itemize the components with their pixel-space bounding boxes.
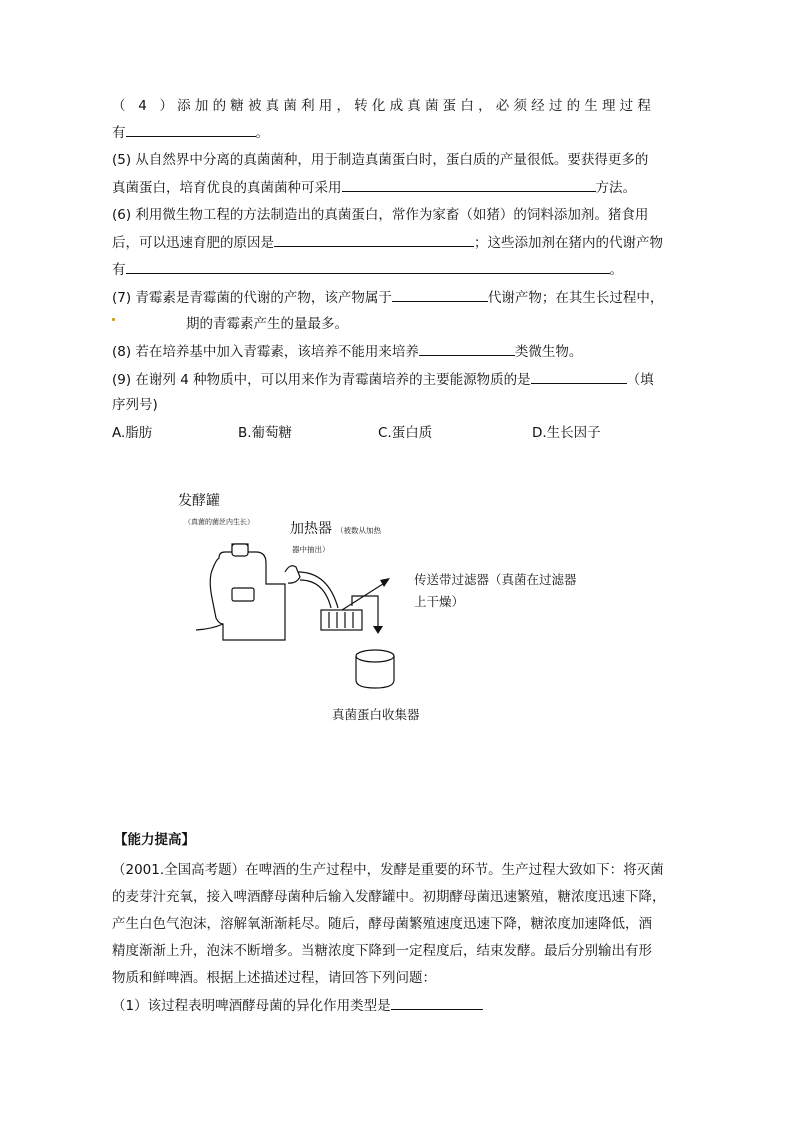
- ability-para-line-3: 产生白色气泡沫，溶解氧渐渐耗尽。随后，酵母菌繁殖速度迅速下降，糖浓度加速降低，酒: [112, 916, 652, 932]
- heater-label: 加热器: [290, 521, 332, 537]
- ability-q1-answer-blank[interactable]: [391, 995, 483, 1010]
- ability-para-line-5: 物质和鲜啤酒。根据上述描述过程，请回答下列问题：: [112, 970, 436, 986]
- ability-q1: [112, 995, 483, 1016]
- q9-line2: 序列号): [112, 397, 158, 413]
- q7-line1-suffix: 代谢产物；在其生长过程中，: [487, 290, 664, 306]
- q6-line3-prefix: 有: [112, 262, 126, 278]
- heater-note-2: 器中抽出）: [292, 545, 330, 554]
- q5-line2-suffix: 方法。: [595, 180, 636, 196]
- ability-para-line-4: 精度渐渐上升，泡沫不断增多。当糖浓度下降到一定程度后，结束发酵。最后分别输出有形: [112, 943, 652, 959]
- q7-line1-prefix: (7) 青霉素是青霉菌的代谢的产物，该产物属于: [112, 290, 392, 306]
- inlet-pipe: [196, 624, 223, 630]
- q9-line1-prefix: (9) 在谢列 4 种物质中，可以用来作为青霉菌培养的主要能源物质的是: [112, 372, 531, 388]
- q4-line2-suffix: 。: [255, 125, 269, 141]
- q8-prefix: (8) 若在培养基中加入青霉素，该培养不能用来培养: [112, 344, 419, 360]
- option-c: C.蛋白质: [378, 425, 433, 441]
- fermenter-tank: [210, 544, 285, 640]
- ability-q1-prefix: （1）该过程表明啤酒酵母菌的异化作用类型是: [112, 998, 391, 1014]
- q7-line2: 期的青霉素产生的量最多。: [186, 316, 348, 332]
- q4-line1: （ 4 ）添加的糖被真菌利用，转化成真菌蛋白，必须经过的生理过程: [112, 98, 656, 114]
- transfer-tube-1: [298, 572, 338, 608]
- q5-line2-prefix: 真菌蛋白，培育优良的真菌菌种可采用: [112, 180, 342, 196]
- option-b: B.葡萄糖: [238, 425, 293, 441]
- fermenter-window: [232, 588, 254, 601]
- fermenter-label: 发酵罐: [178, 493, 220, 509]
- option-d: D.生长因子: [532, 425, 601, 441]
- ability-heading: 【能力提高】: [114, 832, 195, 848]
- filter-label-1: 传送带过滤器（真菌在过滤器: [414, 572, 577, 587]
- q4-line2-prefix: 有: [112, 125, 126, 141]
- q6-line2-mid: ；这些添加剂在猪内的代谢产物: [474, 235, 663, 251]
- heater-note-1: （被数从加热: [336, 526, 381, 535]
- q6-line2-prefix: 后，可以迅速育肥的原因是: [112, 235, 274, 251]
- ability-para-line-1: （2001.全国高考题）在啤酒的生产过程中，发酵是重要的环节。生产过程大致如下：将灭菌: [112, 862, 664, 878]
- collector-label: 真菌蛋白收集器: [332, 707, 420, 722]
- conveyor-filter: [321, 610, 362, 630]
- filter-label-2: 上干燥）: [414, 594, 465, 609]
- q9-line1-suffix: （填: [626, 372, 654, 388]
- q5-line1: (5) 从自然界中分离的真菌菌种，用于制造真菌蛋白时，蛋白质的产量很低。要获得更多的: [112, 152, 649, 168]
- arrowhead-up: [380, 578, 390, 587]
- q6-line3-suffix: 。: [609, 262, 623, 278]
- ability-para-line-2: 的麦芽汁充氧，接入啤酒酵母菌种后输入发酵罐中。初期酵母菌迅速繁殖，糖浓度迅速下降，: [112, 889, 666, 905]
- heater-coupling: [285, 566, 300, 583]
- option-a: A.脂肪: [112, 425, 153, 441]
- q6-line1: (6) 利用微生物工程的方法制造出的真菌蛋白，常作为家畜（如猪）的饲料添加剂。猪食用: [112, 207, 649, 223]
- q8-suffix: 类微生物。: [514, 344, 583, 360]
- arrowhead-down: [373, 626, 383, 634]
- fermenter-note: （真菌的菌丝内生长）: [184, 518, 254, 526]
